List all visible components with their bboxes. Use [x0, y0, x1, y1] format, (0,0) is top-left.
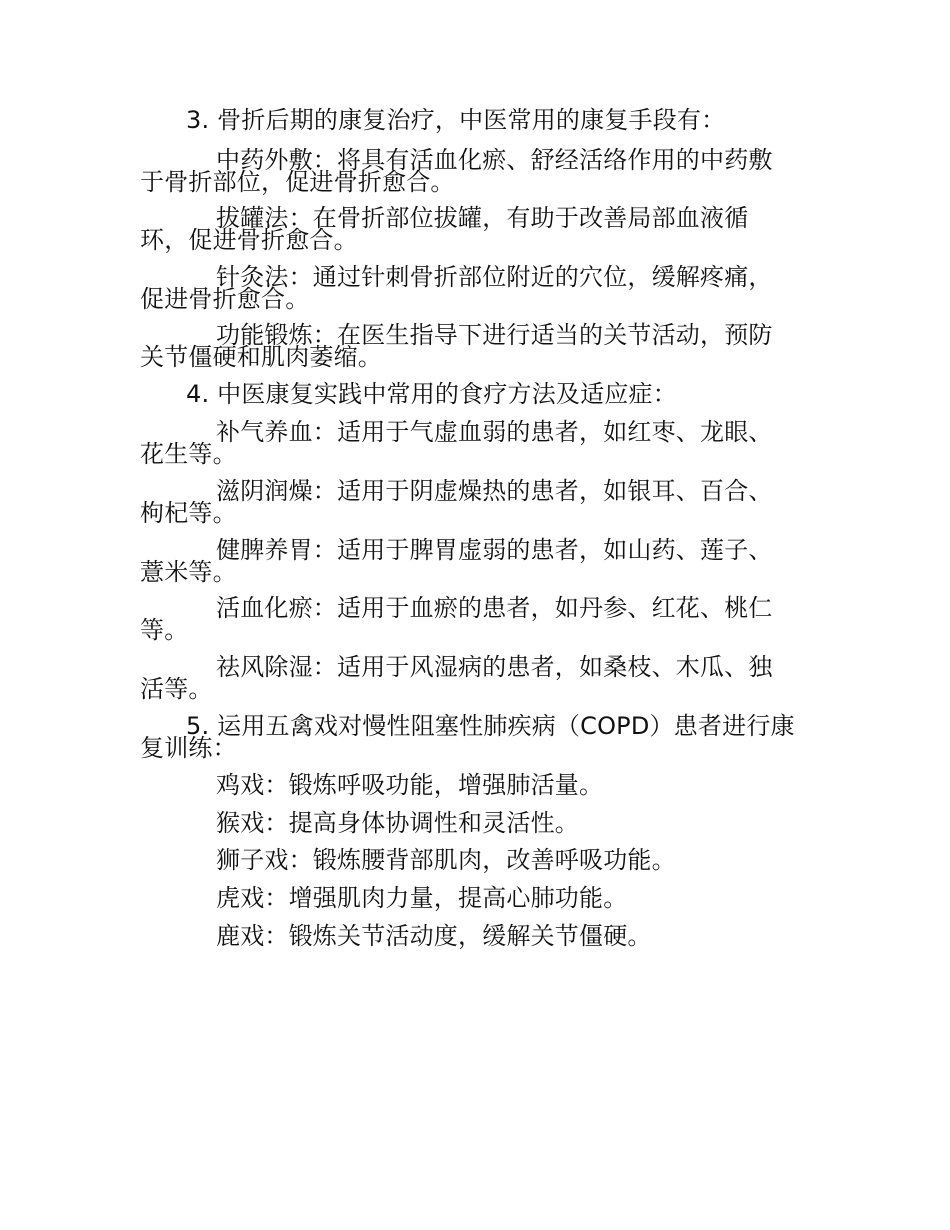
section-4-item-1-line-1: 补气养血：适用于气虚血弱的患者，如红枣、龙眼、: [216, 418, 773, 446]
section-5-item-1: 鸡戏：锻炼呼吸功能，增强肺活量。: [216, 771, 604, 799]
section-5-heading-line-2: 复训练：: [140, 734, 237, 762]
section-4-item-4-line-2: 等。: [140, 616, 189, 644]
section-4-item-2-line-1: 滋阴润燥：适用于阴虚燥热的患者，如银耳、百合、: [216, 477, 773, 505]
section-5-item-3: 狮子戏：锻炼腰背部肌肉，改善呼吸功能。: [216, 846, 676, 874]
section-4-item-5-line-1: 祛风除湿：适用于风湿病的患者，如桑枝、木瓜、独: [216, 653, 773, 681]
section-3-item-2-line-1: 拔罐法：在骨折部位拔罐，有助于改善局部血液循: [216, 204, 749, 232]
section-4-item-5-line-2: 活等。: [140, 675, 213, 703]
section-4-heading: 4. 中医康复实践中常用的食疗方法及适应症：: [186, 380, 677, 408]
section-4-item-3-line-2: 薏米等。: [140, 558, 237, 586]
section-4-item-4-line-1: 活血化瘀：适用于血瘀的患者，如丹参、红花、桃仁: [216, 594, 773, 622]
section-4-item-2-line-2: 枸杞等。: [140, 499, 237, 527]
section-3-item-1-line-2: 于骨折部位，促进骨折愈合。: [140, 168, 455, 196]
section-5-item-5: 鹿戏：锻炼关节活动度，缓解关节僵硬。: [216, 922, 652, 950]
section-3-item-4-line-2: 关节僵硬和肌肉萎缩。: [140, 343, 382, 371]
section-3-item-2-line-2: 环，促进骨折愈合。: [140, 226, 358, 254]
section-5-item-2: 猴戏：提高身体协调性和灵活性。: [216, 809, 579, 837]
section-3-item-3-line-2: 促进骨折愈合。: [140, 285, 310, 313]
section-3-heading: 3. 骨折后期的康复治疗，中医常用的康复手段有：: [186, 106, 726, 134]
section-4-item-1-line-2: 花生等。: [140, 440, 237, 468]
section-5-heading-line-1: 5. 运用五禽戏对慢性阻塞性肺疾病（COPD）患者进行康: [186, 712, 795, 740]
section-4-item-3-line-1: 健脾养胃：适用于脾胃虚弱的患者，如山药、莲子、: [216, 536, 773, 564]
section-3-item-3-line-1: 针灸法：通过针刺骨折部位附近的穴位，缓解疼痛，: [216, 263, 773, 291]
section-3-item-4-line-1: 功能锻炼：在医生指导下进行适当的关节活动，预防: [216, 321, 773, 349]
section-3-item-1-line-1: 中药外敷：将具有活血化瘀、舒经活络作用的中药敷: [216, 146, 773, 174]
section-5-item-4: 虎戏：增强肌肉力量，提高心肺功能。: [216, 884, 628, 912]
